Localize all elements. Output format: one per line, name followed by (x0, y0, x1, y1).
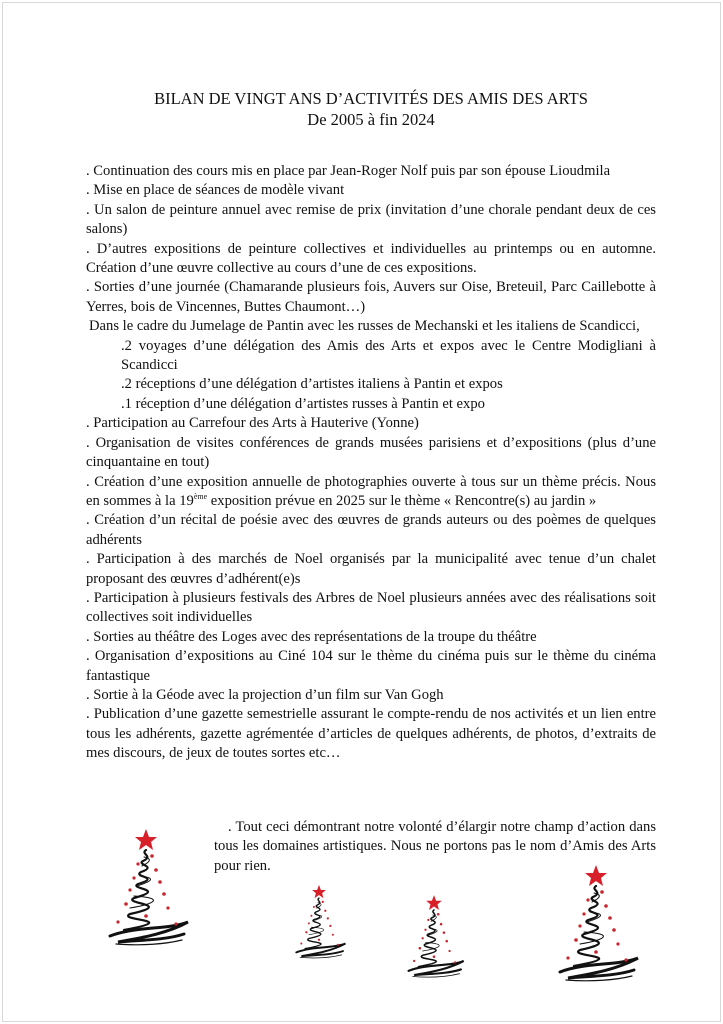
list-item: . Organisation de visites conférences de grands musées parisiens et d’expositions (plus d’une cinquantaine en tout) (86, 434, 656, 471)
list-item: . Un salon de peinture annuel avec remise de prix (invitation d’une chorale pendant deux de ces salons) (86, 201, 656, 238)
list-item: . Continuation des cours mis en place par Jean-Roger Nolf puis par son épouse Lioudmila (86, 163, 611, 179)
closing-paragraph: . Tout ceci démontrant notre volonté d’élargir notre champ d’action dans tous les domaines artistiques. Nous ne portons pas le nom d’Amis des Arts pour rien. (214, 819, 656, 874)
document-title: BILAN DE VINGT ANS D’ACTIVITÉS DES AMIS DES ARTS (154, 89, 588, 108)
list-item: . Sortie à la Géode avec la projection d’un film sur Van Gogh (86, 686, 444, 703)
christmas-tree-icon (537, 862, 655, 992)
list-item: . Organisation d’expositions au Ciné 104 sur le thème du cinéma puis sur le thème du cinéma fantastique (86, 648, 656, 684)
list-item: Dans le cadre du Jumelage de Pantin avec les russes de Mechanski et les italiens de Scandicci, (89, 318, 640, 335)
photo-item-text-end: exposition prévue en 2025 sur le thème « Rencontre(s) au jardin » (207, 492, 597, 509)
list-item: . Publication d’une gazette semestrielle assurant le compte-rendu de nos activités et un lien entre tous les adhérents, gazette agrémentée d’articles de quelques adhérents, de photos, d’extraits de mes discours, de jeux de toutes sortes etc… (86, 706, 656, 762)
christmas-tree-icon (88, 826, 204, 956)
list-item: . Sorties au théâtre des Loges avec des représentations de la troupe du théâtre (86, 628, 537, 645)
list-item: . D’autres expositions de peinture collectives et individuelles au printemps ou en automne. Création d’une œuvre collective au cours d’une de ces expositions. (86, 240, 656, 277)
list-item: . Participation à plusieurs festivals des Arbres de Noel plusieurs années avec des réalisations soit collectives soit individuelles (86, 589, 656, 626)
list-item: . Participation au Carrefour des Arts à Hauterive (Yonne) (86, 415, 419, 432)
list-subitem: .2 voyages d’une délégation des Amis des Arts et expos avec le Centre Modigliani à Scandicci (121, 337, 656, 374)
christmas-tree-icon (281, 883, 357, 965)
photo-item-text: . Création d’une exposition annuelle de photographies ouverte à tous sur un thème précis. Nous en sommes à la 19 (86, 473, 656, 509)
list-item: . Mise en place de séances de modèle vivant (86, 182, 345, 199)
document-header (86, 88, 656, 130)
list-item: . Création d’un récital de poésie avec des œuvres de grands auteurs ou des poèmes de quelques adhérents (86, 512, 656, 548)
list-subitem: .2 réceptions d’une délégation d’artistes italiens à Pantin et expos (121, 376, 503, 393)
list-item: . Sorties d’une journée (Chamarande plusieurs fois, Auvers sur Oise, Breteuil, Parc Caillebotte à Yerres, bois de Vincennes, Buttes Chaumont…) (86, 279, 656, 315)
list-item: . Participation à des marchés de Noel organisés par la municipalité avec tenue d’un chalet proposant des œuvres d’adhérent(e)s (86, 551, 656, 587)
list-subitem: .1 réception d’une délégation d’artistes russes à Pantin et expo (121, 395, 485, 412)
list-item (86, 473, 656, 512)
christmas-tree-icon (396, 893, 472, 985)
document-subtitle: De 2005 à fin 2024 (307, 110, 435, 129)
document-page (86, 88, 656, 764)
superscript: ème (193, 491, 208, 501)
activities-list (86, 162, 656, 764)
